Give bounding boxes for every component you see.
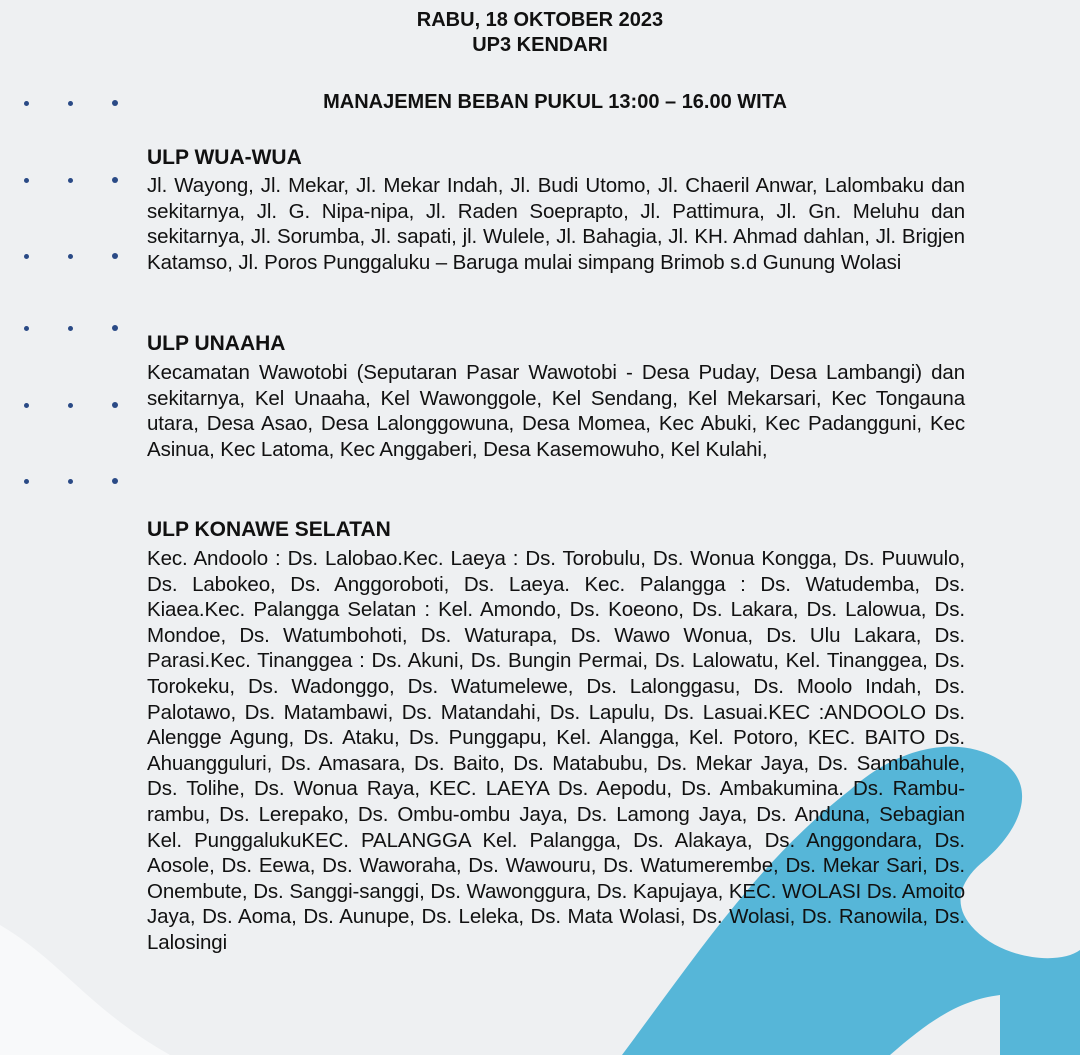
section-title-wua-wua: ULP WUA-WUA — [147, 146, 302, 169]
section-text-wua-wua: Jl. Wayong, Jl. Mekar, Jl. Mekar Indah, Jl. Budi Utomo, Jl. Chaeril Anwar, Lalombaku dan sekitarnya, Jl. G. Nipa-nipa, Jl. Raden Soeprapto, Jl. Pattimura, Jl. Gn. Meluhu dan sekitarnya, Jl. Sorumba, Jl. sapati, jl. Wulele, Jl. Bahagia, Jl. KH. Ahmad dahlan, Jl. Brigjen Katamso, Jl. Poros Punggaluku – Baruga mulai simpang Brimob s.d Gunung Wolasi — [147, 174, 965, 274]
header-unit: UP3 KENDARI — [472, 34, 608, 56]
section-text-konawe-selatan: Kec. Andoolo : Ds. Lalobao.Kec. Laeya : Ds. Torobulu, Ds. Wonua Kongga, Ds. Puuwulo, Ds. Labokeo, Ds. Anggoroboti, Ds. Laeya. Kec. Palangga : Ds. Watudemba, Ds. Kiaea.Kec. Palangga Selatan : Kel. Amondo, Ds. Koeono, Ds. Lakara, Ds. Lalowua, Ds. Mondoe, Ds. Watumbohoti, Ds. Waturapa, Ds. Wawo Wonua, Ds. Ulu Lakara, Ds. Parasi.Kec. Tinanggea : Ds. Akuni, Ds. Bungin Permai, Ds. Lalowatu, Kel. Tinanggea, Ds. Torokeku, Ds. Wadonggo, Ds. Watumelewe, Ds. Lalonggasu, Ds. Moolo Indah, Ds. Palotawo, Ds. Matambawi, Ds. Matandahi, Ds. Lapulu, Ds. Lasuai.KEC :ANDOOLO Ds. Alengge Agung, Ds. Ataku, Ds. Punggapu, Kel. Alangga, Kel. Potoro, KEC. BAITO Ds. Ahuangguluri, Ds. Amasara, Ds. Baito, Ds. Matabubu, Ds. Mekar Jaya, Ds. Sambahule, Ds. Tolihe, Ds. Wonua Raya, KEC. LAEYA Ds. Aepodu, Ds. Ambakumina. Ds. Rambu-rambu, Ds. Lerepako, Ds. Ombu-ombu Jaya, Ds. Lamong Jaya, Ds. Anduna, Sebagian Kel. PunggalukuKEC. PALANGGA Kel. Palangga, Ds. Alakaya, Ds. Anggondara, Ds. Aosole, Ds. Eewa, Ds. Waworaha, Ds. Wawouru, Ds. Watumerembe, Ds. Mekar Sari, Ds. Onembute, Ds. Sanggi-sanggi, Ds. Wawonggura, Ds. Kapujaya, KEC. WOLASI Ds. Amoito Jaya, Ds. Aoma, Ds. Aunupe, Ds. Leleka, Ds. Mata Wolasi, Ds. Wolasi, Ds. Ranowila, Ds. Lalosingi — [147, 547, 965, 954]
section-text-unaaha: Kecamatan Wawotobi (Seputaran Pasar Wawotobi - Desa Puday, Desa Lambangi) dan sekitarnya, Kel Unaaha, Kel Wawonggole, Kel Sendang, Kel Mekarsari, Kec Tongauna utara, Desa Asao, Desa Lalonggowuna, Desa Momea, Kec Abuki, Kec Padangguni, Kec Asinua, Kec Latoma, Kec Anggaberi, Desa Kasemowuho, Kel Kulahi, — [147, 361, 965, 461]
page-title: MANAJEMEN BEBAN PUKUL 13:00 – 16.00 WITA — [323, 91, 787, 113]
section-title-konawe-selatan: ULP KONAWE SELATAN — [147, 518, 391, 541]
section-title-unaaha: ULP UNAAHA — [147, 332, 286, 355]
header-date: RABU, 18 OKTOBER 2023 — [416, 9, 664, 31]
